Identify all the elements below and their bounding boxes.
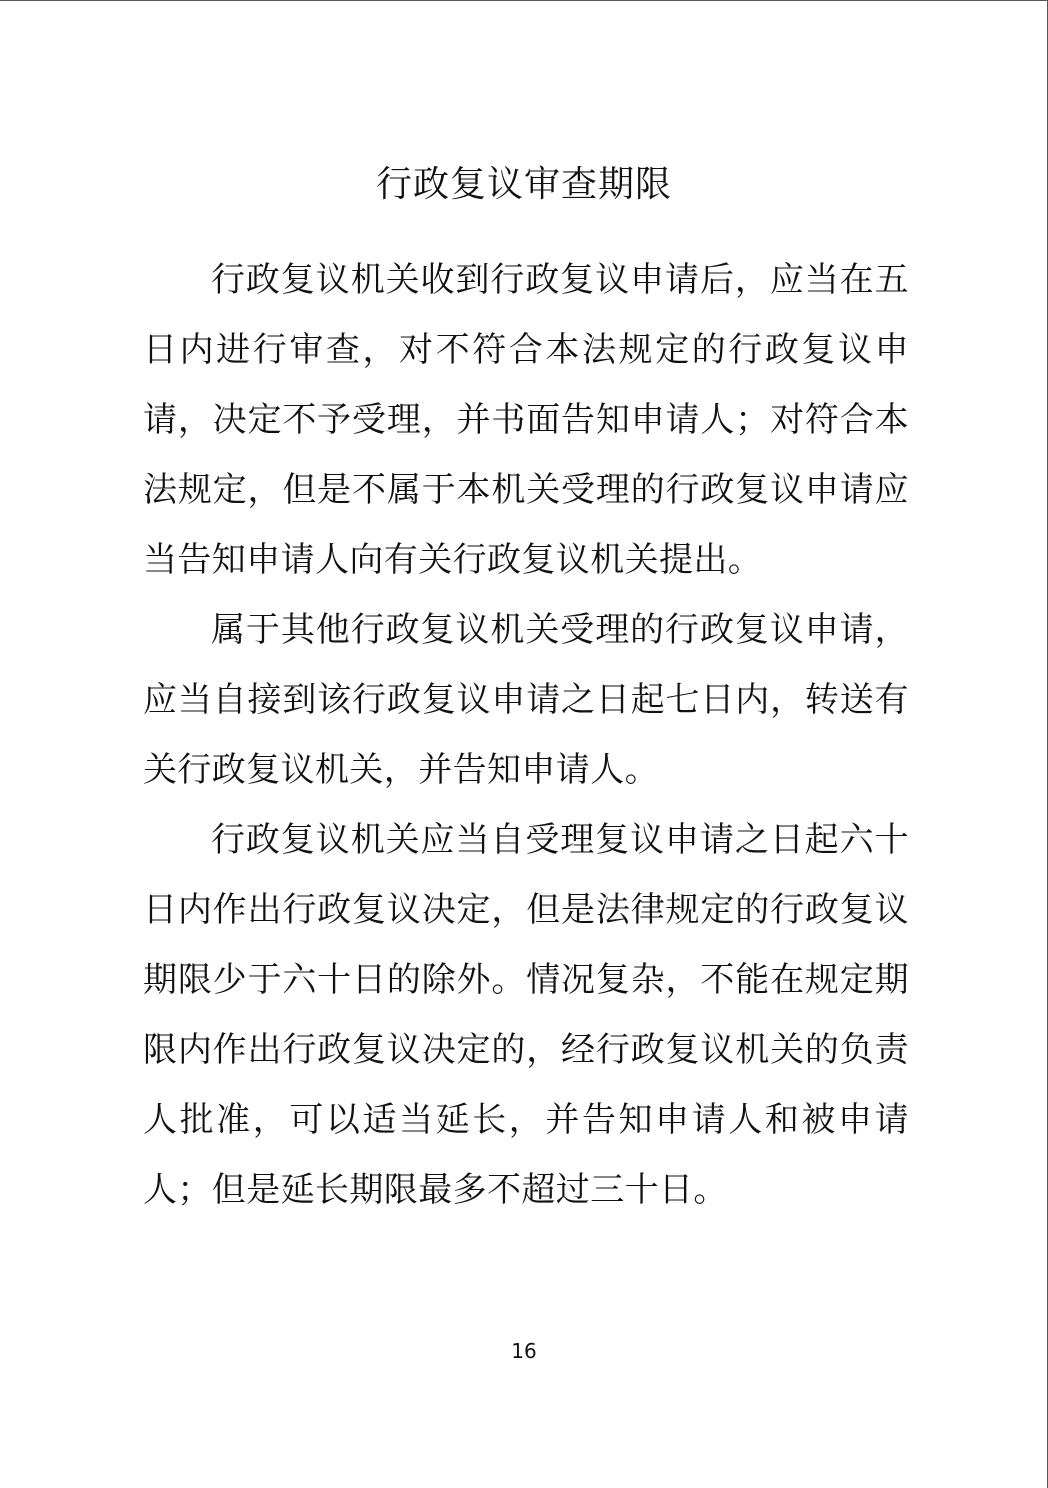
paragraph-2: 属于其他行政复议机关受理的行政复议申请，应当自接到该行政复议申请之日起七日内，转送有关行政复议机关，并告知申请人。 xyxy=(143,610,909,790)
paragraph-1: 行政复议机关收到行政复议申请后，应当在五日内进行审查，对不符合本法规定的行政复议申请，决定不予受理，并书面告知申请人；对符合本法规定，但是不属于本机关受理的行政复议申请应当告知申请人向有关行政复议机关提出。 xyxy=(143,260,909,580)
paragraph-3: 行政复议机关应当自受理复议申请之日起六十日内作出行政复议决定，但是法律规定的行政复议期限少于六十日的除外。情况复杂，不能在规定期限内作出行政复议决定的，经行政复议机关的负责人批准，可以适当延长，并告知申请人和被申请人；但是延长期限最多不超过三十日。 xyxy=(143,820,909,1210)
page-number: 16 xyxy=(511,1339,537,1363)
body-text xyxy=(143,245,909,1225)
page-title: 行政复议审查期限 xyxy=(375,164,672,205)
